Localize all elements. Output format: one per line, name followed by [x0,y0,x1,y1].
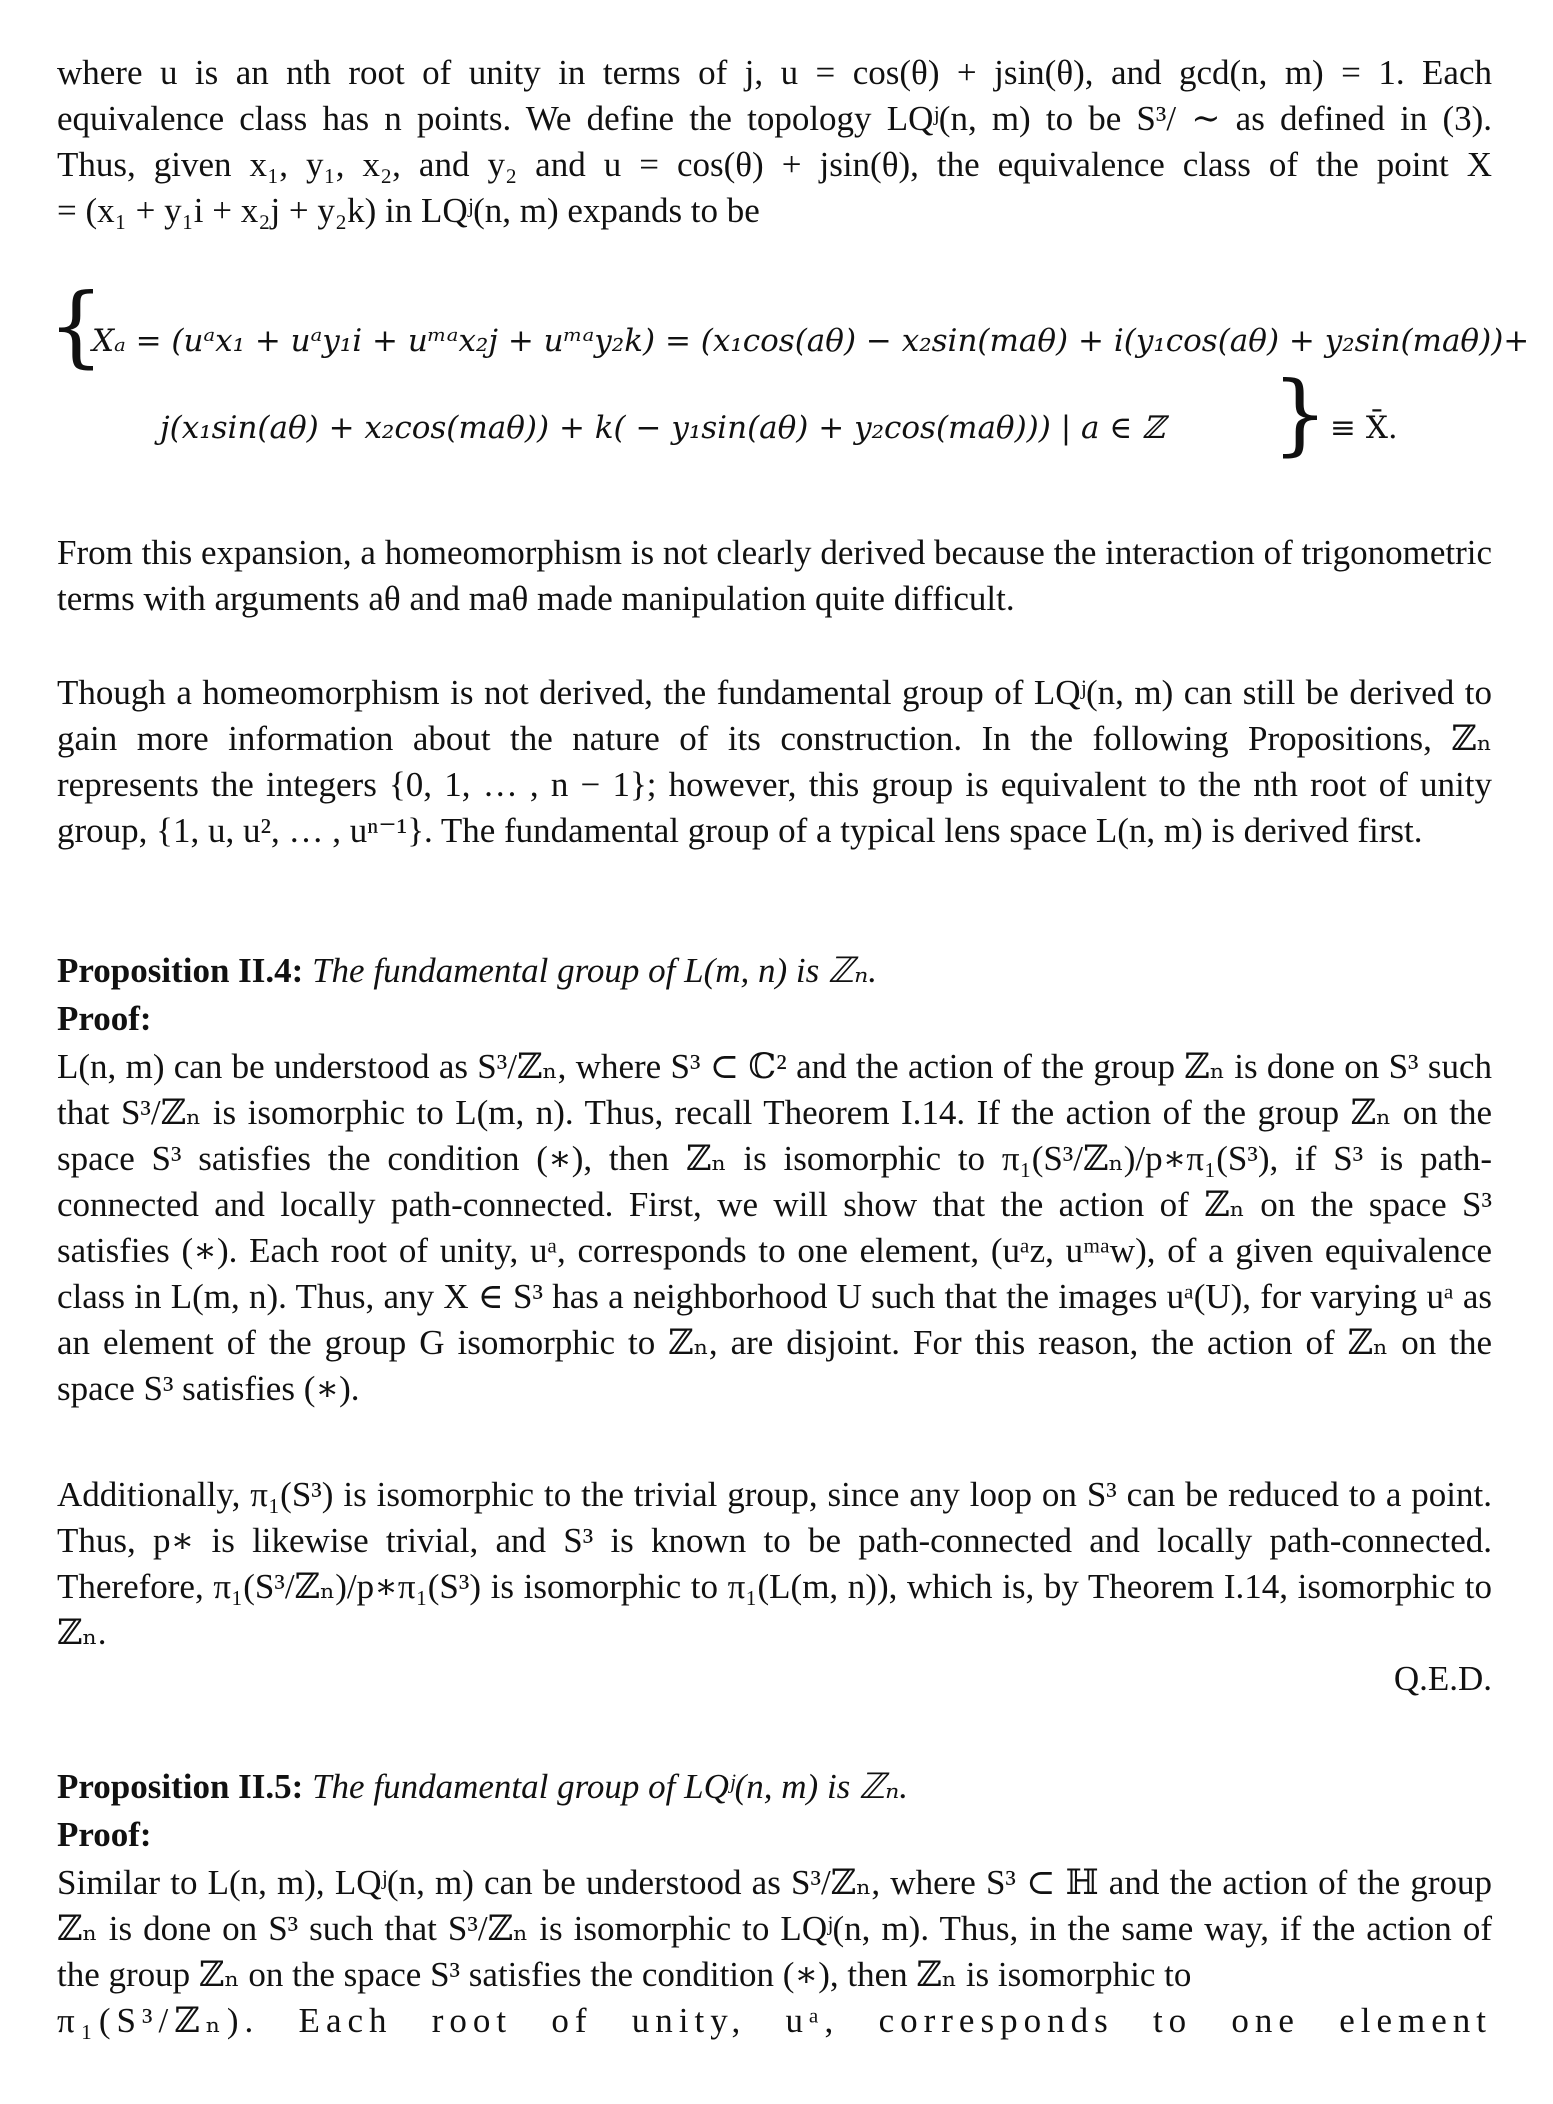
proposition-ii5-heading [57,1764,1492,1810]
proposition-ii4-heading [57,948,1492,994]
equation-line-1: Xₐ = (uᵃx₁ + uᵃy₁i + uᵐᵃx₂j + uᵐᵃy₂k) = (x₁cos(aθ) − x₂sin(maθ) + i(y₁cos(aθ) + y₂sin(maθ))+ [92,323,1530,359]
expansion-note: From this expansion, a homeomorphism is not clearly derived because the interaction of trigonometric terms with arguments aθ and maθ made manipulation quite difficult. [57,533,1492,618]
proof-body-ii5-last-line: π₁(S³/ℤₙ). Each root of unity, uᵃ, corresponds to one element [57,2001,1492,2040]
qed-marker: Q.E.D. [1393,1659,1492,1698]
intro-paragraph [57,50,1492,234]
proof-body-ii5: Similar to L(n, m), LQʲ(n, m) can be understood as S³/ℤₙ, where S³ ⊂ ℍ and the action of the group ℤₙ is done on S³ such that S³/ℤₙ is isomorphic to LQʲ(n, m). Thus, in the same way, if the action of the group ℤₙ on the space S³ satisfies the condition (∗), then ℤₙ is isomorphic to [57,1863,1492,1994]
intro-line-3: Thus, given x₁, y₁, x₂, and y₂ and u = cos(θ) + jsin(θ), the equivalence class of the point X [57,145,1492,184]
proposition-ii4-label: Proposition II.4: [57,951,304,990]
intro-line-2: equivalence class has n points. We define the topology LQʲ(n, m) to be S³/ ∼ as defined in (3). [57,99,1492,138]
proof-body-ii4-part2: Additionally, π₁(S³) is isomorphic to the trivial group, since any loop on S³ can be reduced to a point. Thus, p∗ is likewise trivial, and S³ is known to be path-connected and locally path-connected. Therefore, π₁(S³/ℤₙ)/p∗π₁(S³) is isomorphic to π₁(L(m, n)), which is, by Theorem I.14, isomorphic to ℤₙ. [57,1475,1492,1652]
left-brace: { [48,274,104,377]
proof-label-ii5: Proof: [57,1815,152,1854]
proposition-ii5-label: Proposition II.5: [57,1767,304,1806]
fundamental-group-intro: Though a homeomorphism is not derived, the fundamental group of LQʲ(n, m) can still be derived to gain more information about the nature of its construction. In the following Propositions, ℤₙ represents the integers {0, 1, … , n − 1}; however, this group is equivalent to the nth root of unity group, {1, u, u², … , uⁿ⁻¹}. The fundamental group of a typical lens space L(n, m) is derived first. [57,673,1492,850]
proposition-ii5-statement: The fundamental group of LQʲ(n, m) is ℤₙ. [312,1767,909,1806]
right-brace: } [1272,362,1328,465]
proposition-ii4-statement: The fundamental group of L(m, n) is ℤₙ. [312,951,878,990]
equation-result: ≡ X̄. [1330,410,1398,446]
equation-line-2: j(x₁sin(aθ) + x₂cos(maθ)) + k( − y₁sin(aθ) + y₂cos(maθ))) | a ∈ ℤ [160,410,1165,446]
intro-line-1: where u is an nth root of unity in terms of j, u = cos(θ) + jsin(θ), and gcd(n, m) = 1. Each [57,53,1492,92]
proof-label-ii4: Proof: [57,999,152,1038]
intro-line-4: = (x₁ + y₁i + x₂j + y₂k) in LQʲ(n, m) expands to be [57,191,760,230]
proof-body-ii4: L(n, m) can be understood as S³/ℤₙ, where S³ ⊂ ℂ² and the action of the group ℤₙ is done on S³ such that S³/ℤₙ is isomorphic to L(m, n). Thus, recall Theorem I.14. If the action of the group ℤₙ on the space S³ satisfies the condition (∗), then ℤₙ is isomorphic to π₁(S³/ℤₙ)/p∗π₁(S³), if S³ is path-connected and locally path-connected. First, we will show that the action of ℤₙ on the space S³ satisfies (∗). Each root of unity, uᵃ, corresponds to one element, (uᵃz, uᵐᵃw), of a given equivalence class in L(m, n). Thus, any X ∈ S³ has a neighborhood U such that the images uᵃ(U), for varying uᵃ as an element of the group G isomorphic to ℤₙ, are disjoint. For this reason, the action of ℤₙ on the space S³ satisfies (∗). [57,1047,1492,1408]
